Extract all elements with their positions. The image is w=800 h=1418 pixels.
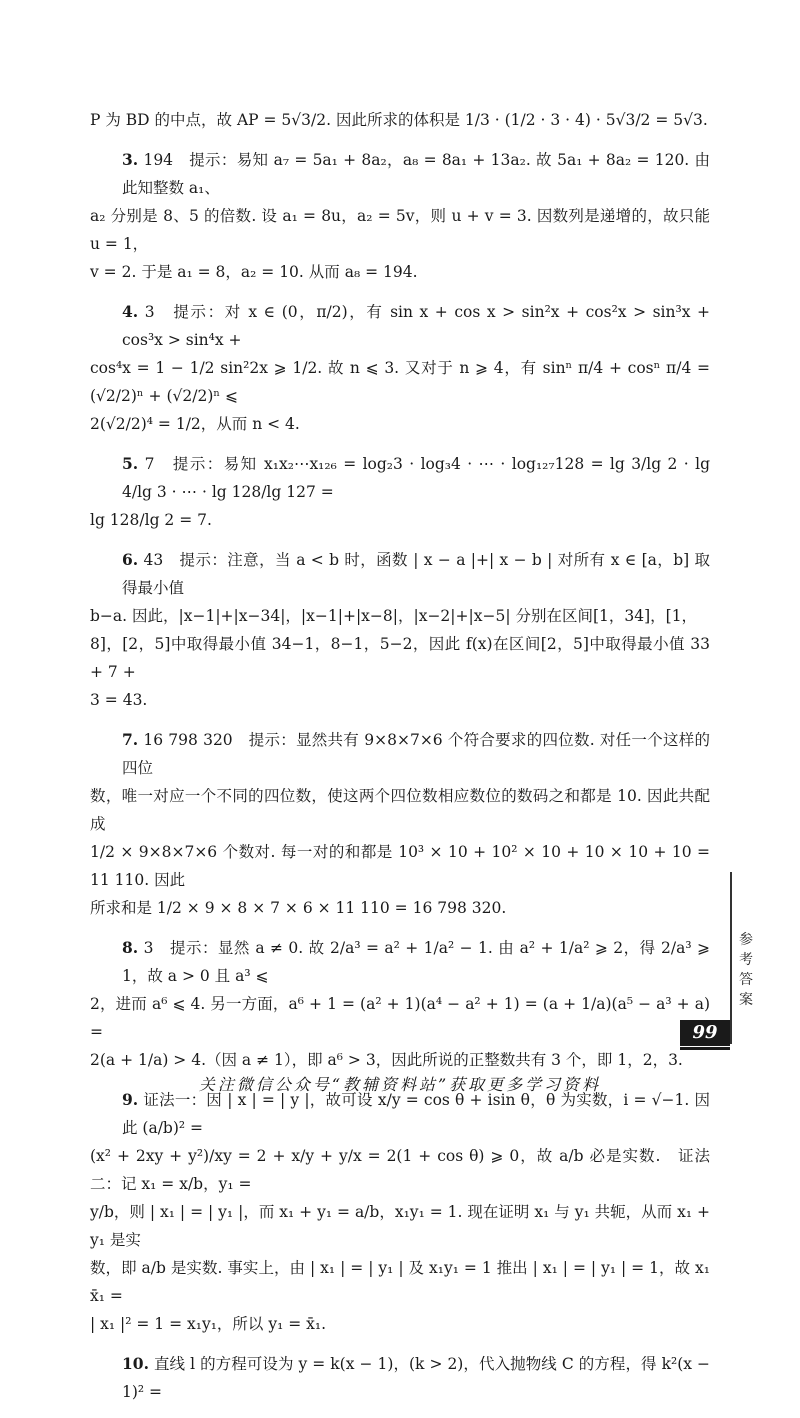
answer-number: 5. bbox=[122, 454, 139, 473]
answer-number: 3. bbox=[122, 150, 139, 169]
text-span: 16 798 320 提示：显然共有 9×8×7×6 个符合要求的四位数. 对任一个这样的四位 bbox=[122, 731, 710, 777]
sidebar-char: 答 bbox=[739, 972, 753, 988]
sidebar-char: 参 bbox=[739, 932, 753, 948]
text-line: 3 = 43. bbox=[90, 691, 148, 709]
text-span: 直线 l 的方程可设为 y = k(x − 1)，(k > 2)，代入抛物线 C 的方程，得 k²(x − 1)² = bbox=[122, 1355, 710, 1401]
answer-4 bbox=[90, 298, 710, 438]
text-span: 194 提示：易知 a₇ = 5a₁ + 8a₂，a₈ = 8a₁ + 13a₂. 故 5a₁ + 8a₂ = 120. 由此知整数 a₁、 bbox=[122, 151, 710, 197]
text-line: 2，进而 a⁶ ⩽ 4. 另一方面，a⁶ + 1 = (a² + 1)(a⁴ − a² + 1) = (a + 1/a)(a⁵ − a³ + a) = bbox=[90, 995, 710, 1041]
sidebar-char: 考 bbox=[739, 952, 753, 968]
text-line bbox=[90, 450, 710, 506]
text-span: 3 提示：对 x ∈ (0，π/2)，有 sin x + cos x > sin²x + cos²x > sin³x + cos³x > sin⁴x + bbox=[122, 303, 710, 349]
text-line: | x₁ |² = 1 = x₁y₁，所以 y₁ = x̄₁. bbox=[90, 1315, 327, 1333]
answer-7 bbox=[90, 726, 710, 922]
answer-8 bbox=[90, 934, 710, 1074]
answer-content bbox=[90, 106, 710, 1418]
answer-number: 7. bbox=[122, 730, 139, 749]
sidebar-char: 案 bbox=[739, 992, 753, 1008]
answer-3 bbox=[90, 146, 710, 286]
text-span: 7 提示：易知 x₁x₂⋯x₁₂₆ = log₂3 · log₃4 · ⋯ · log₁₂₇128 = lg 3/lg 2 · lg 4/lg 3 · ⋯ · lg 128/lg 127 = bbox=[122, 455, 710, 501]
text-span: 3 提示：显然 a ≠ 0. 故 2/a³ = a² + 1/a² − 1. 由 a² + 1/a² ⩾ 2，得 2/a³ ⩾ 1，故 a > 0 且 a³ ⩽ bbox=[122, 939, 710, 985]
sidebar-rule bbox=[730, 872, 732, 1044]
answer-number: 10. bbox=[122, 1354, 149, 1373]
answer-2-tail bbox=[90, 106, 710, 134]
text-line: 8]，[2，5]中取得最小值 34−1，8−1，5−2，因此 f(x)在区间[2，5]中取得最小值 33 + 7 + bbox=[90, 635, 710, 681]
footer-note: 关注微信公众号“教辅资料站”获取更多学习资料 bbox=[198, 1075, 602, 1094]
text-line: a₂ 分别是 8、5 的倍数. 设 a₁ = 8u，a₂ = 5v，则 u + v = 3. 因数列是递增的，故只能 u = 1， bbox=[90, 207, 710, 253]
page-number: 99 bbox=[680, 1020, 730, 1046]
text-line: y/b，则 | x₁ | = | y₁ |，而 x₁ + y₁ = a/b，x₁y₁ = 1. 现在证明 x₁ 与 y₁ 共轭，从而 x₁ + y₁ 是实 bbox=[90, 1203, 710, 1249]
answer-number: 6. bbox=[122, 550, 139, 569]
text-line: 数，即 a/b 是实数. 事实上，由 | x₁ | = | y₁ | 及 x₁y₁ = 1 推出 | x₁ | = | y₁ | = 1，故 x₁ x̄₁ = bbox=[90, 1259, 710, 1305]
text-line bbox=[90, 934, 710, 990]
answer-number: 8. bbox=[122, 938, 139, 957]
text-span: 43 提示：注意，当 a < b 时，函数 | x − a |+| x − b | 对所有 x ∈ [a，b] 取得最小值 bbox=[122, 551, 711, 597]
text-line: 2(a + 1/a) > 4.（因 a ≠ 1），即 a⁶ > 3，因此所说的正整数共有 3 个，即 1，2，3. bbox=[90, 1051, 683, 1069]
text-line: P 为 BD 的中点，故 AP = 5√3/2. 因此所求的体积是 1/3 · (1/2 · 3 · 4) · 5√3/2 = 5√3. bbox=[90, 111, 708, 129]
answer-number: 9. bbox=[122, 1090, 139, 1109]
text-line bbox=[90, 298, 710, 354]
answer-10 bbox=[90, 1350, 710, 1406]
text-line: 2(√2/2)⁴ = 1/2，从而 n < 4. bbox=[90, 415, 300, 433]
answer-5 bbox=[90, 450, 710, 534]
text-line: 数，唯一对应一个不同的四位数，使这两个四位数相应数位的数码之和都是 10. 因此共配成 bbox=[90, 787, 710, 833]
text-line bbox=[90, 1350, 710, 1406]
page-number-rule bbox=[680, 1047, 730, 1050]
text-line: 1/2 × 9×8×7×6 个数对. 每一对的和都是 10³ × 10 + 10² × 10 + 10 × 10 + 10 = 11 110. 因此 bbox=[90, 843, 710, 889]
text-line: lg 128/lg 2 = 7. bbox=[90, 511, 212, 529]
sidebar-section-label bbox=[736, 930, 756, 1010]
answer-number: 4. bbox=[122, 302, 139, 321]
text-line bbox=[90, 546, 710, 602]
text-line bbox=[90, 726, 710, 782]
text-line: (x² + 2xy + y²)/xy = 2 + x/y + y/x = 2(1 + cos θ) ⩾ 0，故 a/b 必是实数. 证法二：记 x₁ = x/b，y₁ = bbox=[90, 1147, 710, 1193]
text-line: 所求和是 1/2 × 9 × 8 × 7 × 6 × 11 110 = 16 798 320. bbox=[90, 899, 507, 917]
answer-6 bbox=[90, 546, 710, 714]
text-line: cos⁴x = 1 − 1/2 sin²2x ⩾ 1/2. 故 n ⩽ 3. 又对于 n ⩾ 4，有 sinⁿ π/4 + cosⁿ π/4 = (√2/2)ⁿ + (√2/2)ⁿ ⩽ bbox=[90, 359, 710, 405]
text-line: v = 2. 于是 a₁ = 8，a₂ = 10. 从而 a₈ = 194. bbox=[90, 263, 418, 281]
text-span: 证法一：因 | x | = | y |，故可设 x/y = cos θ + isin θ，θ 为实数，i = √−1. 因此 (a/b)² = bbox=[122, 1091, 710, 1137]
answer-9 bbox=[90, 1086, 710, 1338]
text-line: b−a. 因此，|x−1|+|x−34|，|x−1|+|x−8|，|x−2|+|x−5| 分别在区间[1，34]，[1， bbox=[90, 607, 698, 625]
text-line bbox=[90, 146, 710, 202]
